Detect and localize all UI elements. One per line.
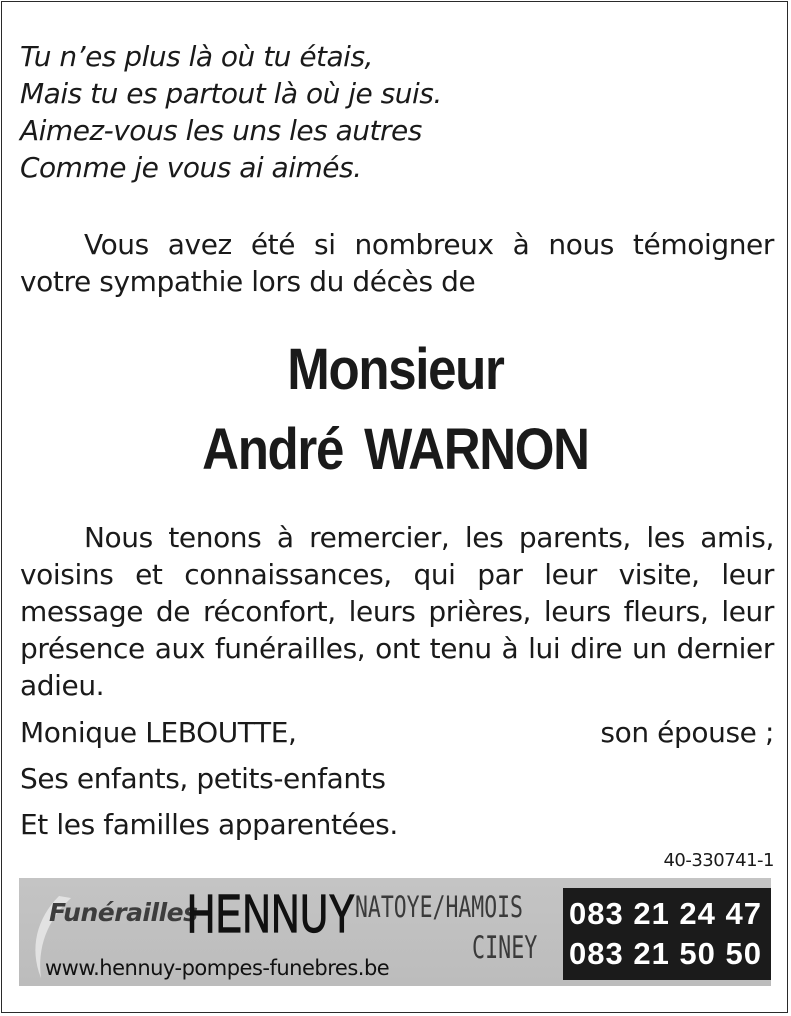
spouse-role: son épouse ; [600, 716, 774, 749]
deceased-title: Monsieur [287, 337, 504, 402]
reference-number: 40-330741-1 [663, 850, 774, 871]
intro-line-2: votre sympathie lors du décès de [20, 265, 476, 298]
intro-text [20, 226, 774, 300]
deceased-name [47, 330, 743, 490]
deceased-first-name: André [202, 417, 344, 482]
advert-website: www.hennuy-pompes-funebres.be [45, 956, 390, 980]
advert-brand: HENNUY [187, 884, 356, 944]
poem [20, 38, 442, 186]
thanks-paragraph: Nous tenons à remercier, les parents, les amis, voisins et connaissances, qui par leur visite, leur message de réconfort, leurs prières, leurs fleurs, leur présence aux funérailles, ont tenu à lui dire un dernier adieu. [20, 521, 774, 702]
funeral-home-advert [19, 878, 771, 986]
advert-phone-2: 083 21 50 50 [569, 936, 763, 971]
advert-phone-box [563, 888, 771, 980]
advert-location-2: CINEY [472, 930, 538, 966]
spouse-name: Monique LEBOUTTE, [20, 716, 297, 749]
deceased-fullname [47, 410, 743, 490]
poem-line: Aimez-vous les uns les autres [20, 114, 422, 147]
poem-line: Comme je vous ai aimés. [20, 151, 362, 184]
intro-line-1: Vous avez été si nombreux à nous témoigner [84, 228, 774, 261]
deceased-last-name: WARNON [364, 417, 589, 482]
advert-phone-1: 083 21 24 47 [569, 896, 763, 931]
advert-label: Funérailles [49, 898, 198, 927]
signature-families: Et les familles apparentées. [20, 808, 398, 841]
poem-line: Tu n’es plus là où tu étais, [20, 40, 373, 73]
advert-location-1: NATOYE/HAMOIS [355, 890, 523, 924]
poem-line: Mais tu es partout là où je suis. [20, 77, 442, 110]
signature-spouse [20, 714, 774, 751]
signature-children: Ses enfants, petits-enfants [20, 762, 386, 795]
